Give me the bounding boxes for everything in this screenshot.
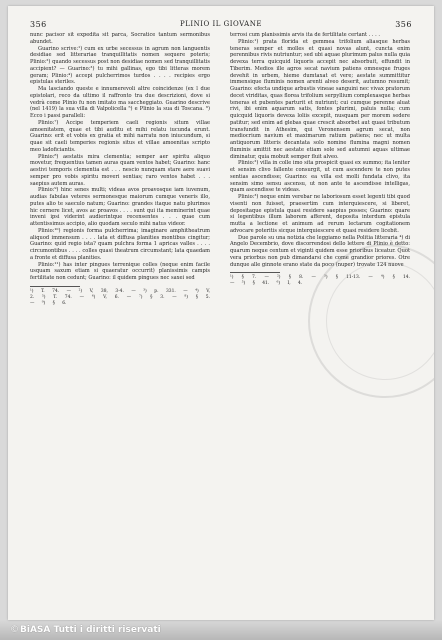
paragraph: Plinio:³) neque enim verebar ne laboriosum esset legenti tibi quod visenti non fuisset, praesertim cum interquiescere, si liberet, depositaque epistula quasi residere saepius posses; Guarino: quare si legentibus illum laborem afferent, deposita interdum epistula mutta a lectione et animum ad rerum lectarum cogitationem advocare poteritis sicque interquiescere et quasi residere licebit.	[230, 194, 410, 234]
right-column	[230, 32, 410, 287]
footnote-divider	[30, 286, 80, 287]
paragraph: Plinio:¹¹) has inter pingues terrenique colles (neque enim facile usquam saxum etiam si quaeratur occurrit) planissimis campis fertilitate non cedunt; Guarino: il quidem pingues nec saxei sed	[30, 261, 210, 281]
paragraph: Plinio:¹⁰) regionis forma pulcherrima; imaginare amphitheatrum aliquod immensum . . . . lata et diffusa planities montibus cingitur; Guarino: quid regio ista? quam pulchra forma 1 apricas valles . . . . circumontibus . . . . colles quasi theatrum circumstant; lata quaedam a fronte et diffusa planities.	[30, 227, 210, 261]
paragraph: Due parole su una notizia che leggiamo nella Politia litteraria ⁴) di Angelo Decembrio, dove discorrendosi dello lettere di Plinio è detto: quarum neque centum et viginti quidem esse prioribus liceatur. Quot vera priorbus non pub dimandarsi che come grandior priores. Otre dunque alle ginnote erano state da poco (nuper) trovate 124 nuove	[230, 234, 410, 268]
paragraph: terrosi cum planissimis arvis ita de fertilitate certant . . . .	[230, 32, 380, 38]
document-page	[8, 6, 434, 620]
copyright-footer	[0, 620, 442, 640]
paragraph: Plinio:¹) prata florida et gemmea trifolium aliasque herbas teneras semper et molles et quasi novas alunt, cuncta enim perennibus rivis nutriuntur; sed ubi aquae plurimum palus nulla quia devexa terra quicquid liquoris accepit nec absorbuit, effundit in Tiberim. Medios ille agros secat navium patiens omnesque fruges devehit in urbem, hieme dumtaxat et vere; aestate summittitur immensique fluminis nomen arenti alveo deserit, autumno resumit; Guarino: efecta undique arbustis vineae sanguini nec vivax pratorum decet viriditas, quas florea trifolium serpyllium complexasque herbas teneras et pubentes parturit et nutriunt; cui cumque perenne aluat rivi, ibi enim aquarum satis, fontes plurimi, paluis nulla; cum quicquid liquoris devexa loliis excepit, nusquam per morem sedere patitur; sed enim ad glebas quae crescit absorbet aut quasi tributum transfundit in Athesim, qui Veronensem agrum secat, non mediocrium navium et maximarum ratium patiens; nec ut multa antiquorum litteris decantata solo nomine flumina magni nomen fluminis amittit nec aestate etiam sole sed autumni aquas ultimae diminatur, quia mobuit semper fluit alveo.	[230, 38, 410, 160]
footnotes-right: ¹) § 7. — ²) § 8. — ³) § 11-13. — ⁴) § 14. — ⁵) § 41. ⁶) I, 4.	[230, 275, 410, 287]
left-column	[30, 32, 210, 307]
copyright-icon: ©	[10, 625, 19, 635]
running-title: PLINIO IL GIOVANE	[180, 20, 262, 28]
page-number-left: 356	[30, 19, 47, 29]
footnote-divider	[230, 272, 280, 273]
page-number-right: 356	[395, 19, 412, 29]
paragraph: Plinio:⁸) aestatis mira clementia; semper aer spiritu aliquo movetur, frequentius tamen auras quam ventos habet; Guarino: hanc aestivi temporis clementia est . . . nescio nunquam stare aere suavi semper pro vobis spiritu moveri sentias; raro ventos habet . . . saepius autem auras.	[30, 153, 210, 187]
copyright-text: BiASA Tutti i diritti riservati	[20, 625, 161, 635]
paragraph: Guarino scrive:¹) cum ex urbe secessus in agrum non languentis desidiae sed litterariae tranquillitatis nomen sequere poteris; Plinio:²) quando secessus post non desidiae nomen sed tranquillitatis accipient? — Guarino:³) tu mihi gallinas, ego tibi litteras morem geram; Plinio:⁴) accepi pulcherrimos turdos . . . . recipies ergo epistulas steriles.	[30, 45, 210, 86]
paragraph: Plinio:²) villa in colle imo sita prospicit quasi ex summo; ita leniter et sensim clivo fallente consurgit, ut cum ascendere te non putes sentias ascendisse; Guarino: ea villa est molli fundata clivo, ita sensim simo sensu ascensu, ut non ante te ascendisse intelligas, quam ascendisse te videas.	[230, 160, 410, 194]
paragraph: nunc pacisor sit expedita sit parca, Socratice tantum sermonibus abundet.	[30, 32, 210, 45]
paragraph: Plinio:⁷) Accipe temperiem caeli regionis situm villae amoenitatem, quae et tibi auditu et mihi relatu iucunda erunt. Guarino: erit et vobis ex gratia et mihi narratu non iniucundum, si quae sit caeli temperies regionis situs et villae amoenitas scripto meo ladoficiantis.	[30, 119, 210, 153]
paragraph: Plinio:⁹) hinc senes multi; videas avos proavosque iam iuvenum, audias fabulas veteres sermonesque maiorum cumque veneris illo, putes alio te saeculo natum; Guarino: grandes itaque natu plurimos hic cernere licet, avos ac proavos . . . . sunt qui ita meminerint quae inveni ipsi viderint audierintque recensentes . . . quae cum attentissimus accipio, alio quodam seculo mihi natus videor.	[30, 187, 210, 227]
page-header	[30, 18, 412, 30]
paragraph: Ma lasciando queste e innumerevoli altre coincidenze (ex l due epistolari, reco da ultimo il raffronto tra due descrizioni, dove si vedrà come Plinio fu non imitato ma saccheggiato. Guarino descrive (nel 1419) la sua villa di Valpolicella ⁵) e Plinio la sua di Toscana. ⁶) Ecco i passi paralleli:	[30, 86, 210, 119]
footnotes-left: ¹) T. 74. — ²) V, 38, 3-4. — ³) p. 331. — ⁴) V, 2. ⁵) T. 74. — ⁶) V, 6. — ⁷) § 3. — ⁸) § 5. — ⁹) § 6.	[30, 288, 210, 306]
